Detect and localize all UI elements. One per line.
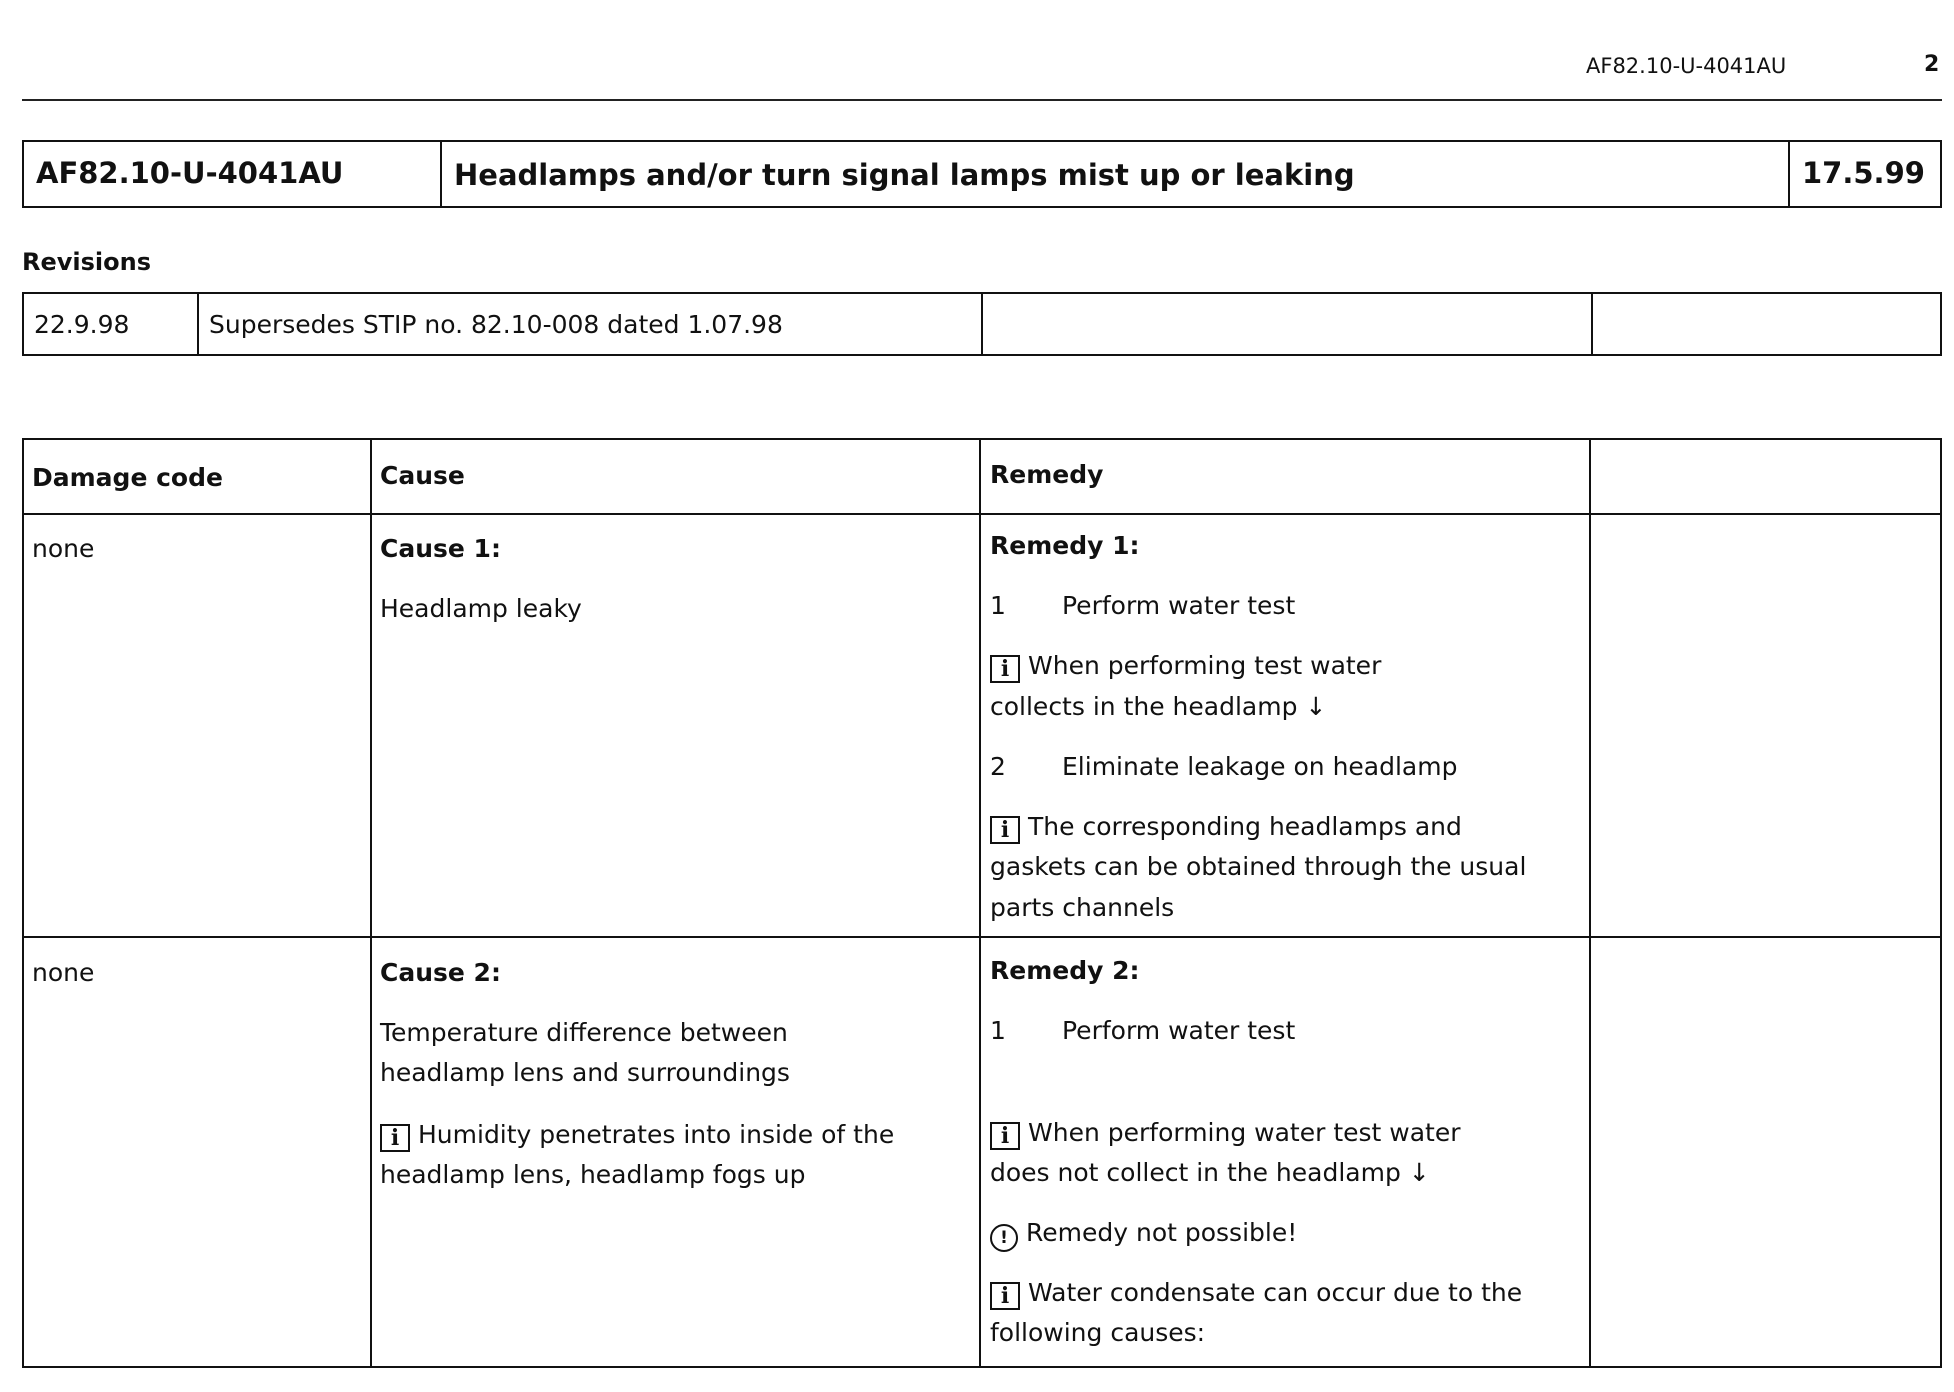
step-text: Eliminate leakage on headlamp xyxy=(1062,752,1458,781)
warning-text: Remedy not possible! xyxy=(1026,1218,1298,1247)
column-divider xyxy=(370,440,372,1366)
step-text: Perform water test xyxy=(1062,1016,1296,1045)
row2-info2-line1 xyxy=(990,1272,1522,1313)
page-number: 2 xyxy=(1924,52,1940,77)
step-text: Perform water test xyxy=(1062,591,1296,620)
info-text: The corresponding headlamps and xyxy=(1028,812,1462,841)
row2-cause-line2: headlamp lens and surroundings xyxy=(380,1058,790,1087)
row2-cause-line1: Temperature difference between xyxy=(380,1018,788,1047)
row1-info1-line2: collects in the headlamp ↓ xyxy=(990,692,1327,721)
revisions-label: Revisions xyxy=(22,248,151,276)
row1-cause-title: Cause 1: xyxy=(380,534,501,563)
row1-step1 xyxy=(990,585,1295,626)
row2-info1-line2: does not collect in the headlamp ↓ xyxy=(990,1158,1430,1187)
column-header-remedy: Remedy xyxy=(990,460,1104,489)
title-code: AF82.10-U-4041AU xyxy=(36,156,344,190)
title-table xyxy=(22,140,1942,208)
row1-info1-line1 xyxy=(990,645,1381,686)
revision-text: Supersedes STIP no. 82.10-008 dated 1.07.98 xyxy=(209,310,783,339)
row2-cause-info-line1 xyxy=(380,1114,894,1155)
row1-info2-line2: gaskets can be obtained through the usual xyxy=(990,852,1527,881)
revision-date: 22.9.98 xyxy=(34,310,130,339)
info-text: Humidity penetrates into inside of the xyxy=(418,1120,895,1149)
step-number: 1 xyxy=(990,591,1006,620)
column-divider xyxy=(1589,440,1591,1366)
revisions-table xyxy=(22,292,1942,356)
row1-cause-text: Headlamp leaky xyxy=(380,594,582,623)
info-icon: i xyxy=(380,1124,410,1152)
header-row-divider xyxy=(24,513,1940,515)
info-icon: i xyxy=(990,816,1020,844)
step-number: 2 xyxy=(990,752,1006,781)
info-text: When performing test water xyxy=(1028,651,1382,680)
column-header-damage-code: Damage code xyxy=(32,463,223,492)
row2-info2-line2: following causes: xyxy=(990,1318,1206,1347)
title-code-cell xyxy=(24,142,442,206)
info-text: When performing water test water xyxy=(1028,1118,1461,1147)
info-icon: i xyxy=(990,1122,1020,1150)
row2-cause-title: Cause 2: xyxy=(380,958,501,987)
row1-step2 xyxy=(990,746,1457,787)
title-date-cell xyxy=(1790,142,1940,206)
row2-remedy-title: Remedy 2: xyxy=(990,956,1140,985)
row2-cause-info-line2: headlamp lens, headlamp fogs up xyxy=(380,1160,806,1189)
damage-table xyxy=(22,438,1942,1368)
row2-warning xyxy=(990,1212,1297,1253)
row2-step1 xyxy=(990,1010,1295,1051)
revision-empty-cell xyxy=(983,294,1593,354)
info-icon: i xyxy=(990,655,1020,683)
revision-text-cell xyxy=(199,294,983,354)
revision-date-cell xyxy=(24,294,199,354)
header-rule xyxy=(22,99,1942,101)
row-divider xyxy=(24,936,1940,938)
title-cell xyxy=(442,142,1790,206)
document-title: Headlamps and/or turn signal lamps mist up or leaking xyxy=(454,158,1355,192)
info-text: Water condensate can occur due to the xyxy=(1028,1278,1523,1307)
row1-info2-line3: parts channels xyxy=(990,893,1175,922)
warning-icon: ! xyxy=(990,1224,1018,1252)
step-number: 1 xyxy=(990,1016,1006,1045)
info-icon: i xyxy=(990,1282,1020,1310)
row1-info2-line1 xyxy=(990,806,1462,847)
column-header-cause: Cause xyxy=(380,461,465,490)
document-date: 17.5.99 xyxy=(1802,156,1925,190)
row2-damage-code: none xyxy=(32,958,95,987)
row1-damage-code: none xyxy=(32,534,95,563)
revision-empty-cell xyxy=(1593,294,1940,354)
row2-info1-line1 xyxy=(990,1112,1461,1153)
column-divider xyxy=(979,440,981,1366)
row1-remedy-title: Remedy 1: xyxy=(990,531,1140,560)
header-doc-code: AF82.10-U-4041AU xyxy=(1586,54,1787,78)
